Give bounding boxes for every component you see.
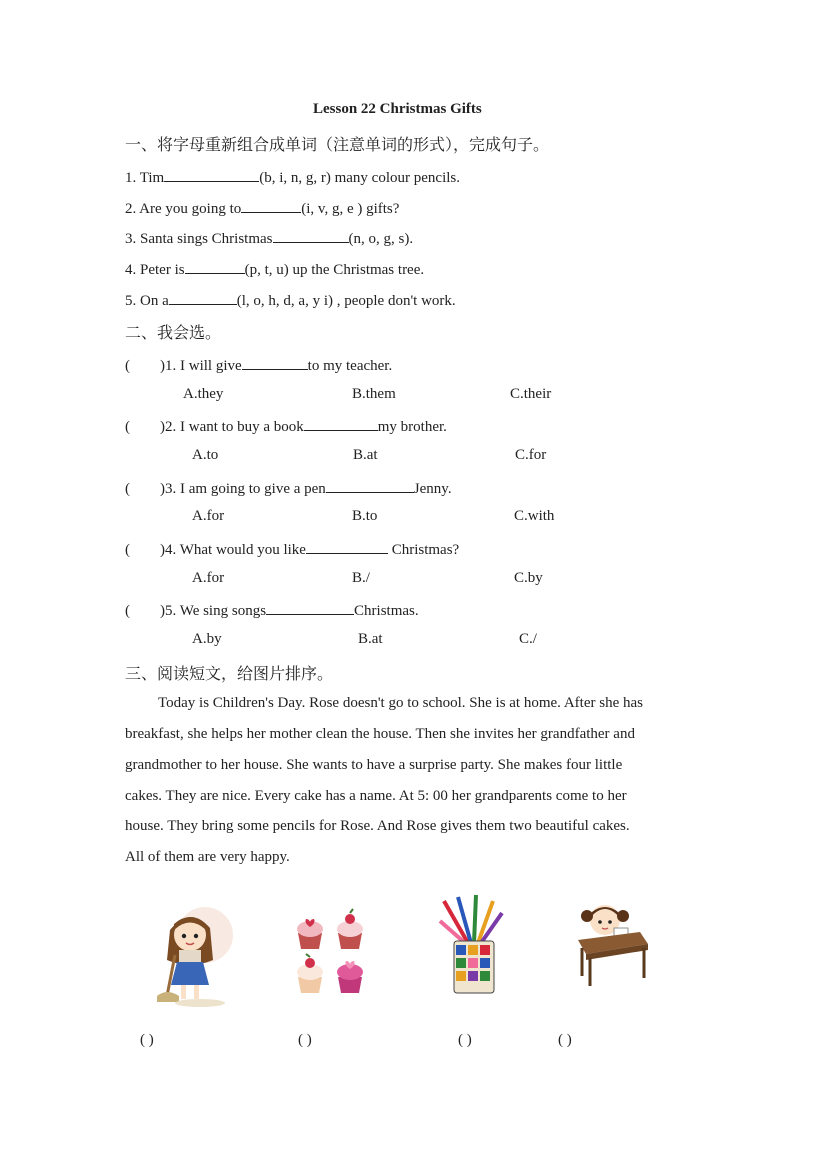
s1-item-1 <box>125 167 460 187</box>
s2-q2-option-c[interactable]: C.for <box>515 447 547 463</box>
s2-q2 <box>125 416 447 436</box>
s1-item-5-post: (l, o, h, d, a, y i) , people don't work. <box>236 293 456 309</box>
pencil-cup-picture <box>438 893 508 998</box>
s2-q3 <box>125 478 452 498</box>
s1-item-5 <box>125 290 456 310</box>
s2-q4-number: )4. <box>160 542 177 558</box>
s2-q2-paren: ( <box>125 419 130 435</box>
s1-item-1-blank[interactable] <box>164 167 259 182</box>
s1-item-1-post: (b, i, n, g, r) many colour pencils. <box>259 170 460 186</box>
s2-q5-option-b[interactable]: B.at <box>358 631 383 647</box>
s2-q5-blank[interactable] <box>266 600 354 615</box>
s1-item-2-post: (i, v, g, e ) gifts? <box>301 201 400 217</box>
s2-q3-blank[interactable] <box>326 478 414 493</box>
girl-cleaning-picture <box>145 900 235 1010</box>
s2-q5-number: )5. <box>160 603 177 619</box>
s2-q2-option-a[interactable]: A.to <box>192 447 219 463</box>
s1-item-3-post: (n, o, g, s). <box>348 231 414 247</box>
s2-q3-option-c[interactable]: C.with <box>514 508 555 524</box>
s2-q5 <box>125 600 419 620</box>
s2-q3-pre: I am going to give a pen <box>180 481 326 497</box>
cupcakes-picture <box>292 905 372 997</box>
s2-q3-option-a[interactable]: A.for <box>192 508 225 524</box>
s2-q3-number: )3. <box>160 481 177 497</box>
passage-line-2: breakfast, she helps her mother clean the house. Then she invites her grandfather and <box>125 726 635 742</box>
s1-item-3-pre: 3. Santa sings Christmas <box>125 231 273 247</box>
page-title: Lesson 22 Christmas Gifts <box>313 101 482 117</box>
s2-q4-paren: ( <box>125 542 130 558</box>
s2-q1-post: to my teacher. <box>307 358 393 374</box>
passage-line-4: cakes. They are nice. Every cake has a name. At 5: 00 her grandparents come to her <box>125 788 627 804</box>
s1-item-3-blank[interactable] <box>273 228 349 243</box>
section-2-heading: 二、我会选。 <box>125 323 222 342</box>
s2-q4-option-a[interactable]: A.for <box>192 570 225 586</box>
passage-line-5: house. They bring some pencils for Rose. And Rose gives them two beautiful cakes. <box>125 818 630 834</box>
s1-item-5-pre: 5. On a <box>125 293 169 309</box>
passage-line-1: Today is Children's Day. Rose doesn't go to school. She is at home. After she has <box>158 695 643 711</box>
s2-q5-paren: ( <box>125 603 130 619</box>
s1-item-2-pre: 2. Are you going to <box>125 201 242 217</box>
section-3-heading: 三、阅读短文，给图片排序。 <box>125 664 334 683</box>
s2-q4-pre: What would you like <box>179 542 306 558</box>
s2-q3-paren: ( <box>125 481 130 497</box>
picture-2-answer[interactable]: ( ) <box>298 1032 312 1048</box>
passage-line-6: All of them are very happy. <box>125 849 290 865</box>
s1-item-4-post: (p, t, u) up the Christmas tree. <box>244 262 425 278</box>
s2-q3-post: Jenny. <box>413 481 452 497</box>
s1-item-2-blank[interactable] <box>241 198 301 213</box>
s2-q1-option-b[interactable]: B.them <box>352 386 396 402</box>
s2-q3-option-b[interactable]: B.to <box>352 508 378 524</box>
picture-3-answer[interactable]: ( ) <box>458 1032 472 1048</box>
s2-q4-option-b[interactable]: B./ <box>352 570 370 586</box>
s1-item-5-blank[interactable] <box>169 290 237 305</box>
s2-q1-option-a[interactable]: A.they <box>183 386 224 402</box>
s2-q4-option-c[interactable]: C.by <box>514 570 543 586</box>
s2-q5-option-c[interactable]: C./ <box>519 631 537 647</box>
s1-item-1-pre: 1. Tim <box>125 170 165 186</box>
s2-q2-pre: I want to buy a book <box>180 419 304 435</box>
s2-q5-pre: We sing songs <box>179 603 267 619</box>
s2-q1-paren: ( <box>125 358 130 374</box>
s2-q2-number: )2. <box>160 419 177 435</box>
picture-1-answer[interactable]: ( ) <box>140 1032 154 1048</box>
s2-q1-number: )1. <box>160 358 177 374</box>
passage-line-3: grandmother to her house. She wants to have a surprise party. She makes four little <box>125 757 623 773</box>
s2-q4-post: Christmas? <box>391 542 460 558</box>
girl-at-desk-picture <box>570 898 655 990</box>
s2-q2-option-b[interactable]: B.at <box>353 447 378 463</box>
s2-q5-post: Christmas. <box>354 603 419 619</box>
s2-q4 <box>125 539 459 559</box>
s2-q2-blank[interactable] <box>304 416 378 431</box>
s2-q1 <box>125 355 392 375</box>
s2-q5-option-a[interactable]: A.by <box>192 631 222 647</box>
s1-item-3 <box>125 228 413 248</box>
picture-4-answer[interactable]: ( ) <box>558 1032 572 1048</box>
s1-item-4-pre: 4. Peter is <box>125 262 185 278</box>
section-1-heading: 一、将字母重新组合成单词（注意单词的形式），完成句子。 <box>125 135 550 154</box>
s1-item-4-blank[interactable] <box>185 259 245 274</box>
s1-item-4 <box>125 259 424 279</box>
s2-q1-pre: I will give <box>180 358 242 374</box>
s1-item-2 <box>125 198 399 218</box>
s2-q1-blank[interactable] <box>242 355 308 370</box>
s2-q2-post: my brother. <box>377 419 447 435</box>
s2-q1-option-c[interactable]: C.their <box>510 386 552 402</box>
s2-q4-blank[interactable] <box>306 539 388 554</box>
